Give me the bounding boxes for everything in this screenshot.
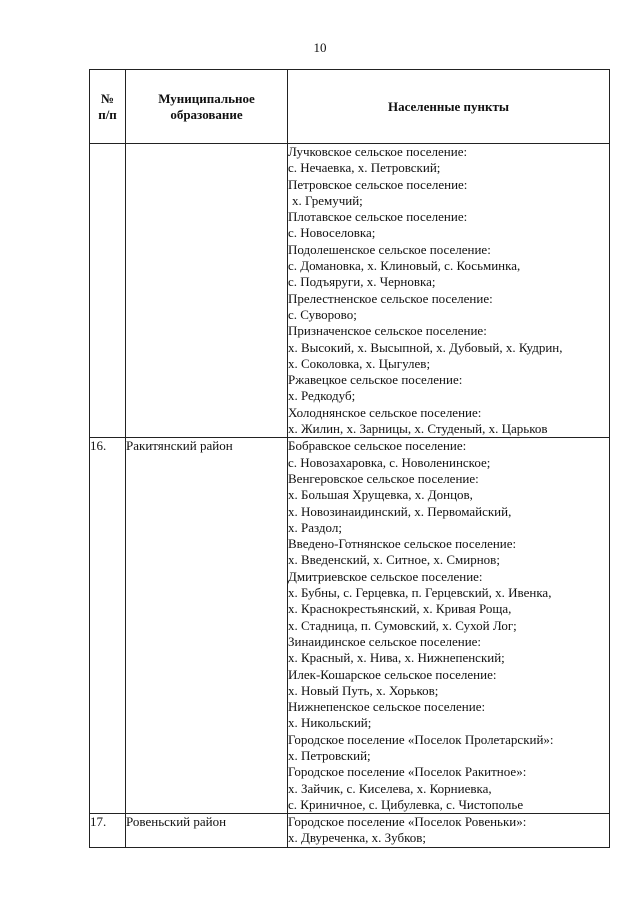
header-settlements: Населенные пункты — [288, 70, 610, 144]
settlement-line: х. Красный, х. Нива, х. Нижнепенский; — [288, 650, 505, 666]
settlement-line: х. Большая Хрущевка, х. Донцов, — [288, 487, 473, 503]
municipality-name: Ровеньский район — [126, 814, 288, 848]
table-row — [90, 144, 610, 438]
settlement-line: х. Новый Путь, х. Хорьков; — [288, 682, 439, 698]
settlement-line: х. Петровский; — [288, 747, 371, 763]
settlement-line: х. Новозинаидинский, х. Первомайский, — [288, 503, 512, 519]
settlement-line: х. Двуреченка, х. Зубков; — [288, 830, 427, 846]
settlements-cell — [288, 438, 610, 814]
settlement-line: х. Высокий, х. Высыпной, х. Дубовый, х. Кудрин, — [288, 339, 563, 355]
header-num-line-2: п/п — [98, 106, 117, 122]
settlement-line: Призначенское сельское поселение: — [288, 323, 487, 339]
settlement-line: Введено-Готнянское сельское поселение: — [288, 536, 517, 552]
municipality-name — [126, 144, 288, 438]
settlement-line: Холоднянское сельское поселение: — [288, 404, 482, 420]
settlement-line: Ржавецкое сельское поселение: — [288, 372, 463, 388]
settlement-line: с. Криничное, с. Цибулевка, с. Чистополье — [288, 796, 524, 812]
header-num-line-1: № — [100, 90, 115, 106]
settlement-line: Зинаидинское сельское поселение: — [288, 633, 482, 649]
settlement-line: с. Новоселовка; — [288, 225, 376, 241]
page-number: 10 — [313, 40, 327, 55]
header-num — [90, 70, 126, 144]
table-row — [90, 814, 610, 848]
settlements-table — [89, 69, 610, 848]
settlement-line: х. Гремучий; — [292, 192, 363, 208]
settlement-line: х. Соколовка, х. Цыгулев; — [288, 355, 431, 371]
table-row — [90, 438, 610, 814]
settlement-line: х. Зайчик, с. Киселева, х. Корниевка, — [288, 780, 492, 796]
settlement-line: с. Домановка, х. Клиновый, с. Косьминка, — [288, 258, 521, 274]
settlement-line: х. Бубны, с. Герцевка, п. Герцевский, х. Ивенка, — [288, 585, 552, 601]
table-header-row — [90, 70, 610, 144]
row-number — [90, 144, 126, 438]
settlement-line: х. Жилин, х. Зарницы, х. Студеный, х. Царьков — [288, 421, 548, 437]
row-number: 17. — [90, 814, 126, 848]
header-municipality-line-2: образование — [170, 106, 243, 122]
settlement-line: с. Суворово; — [288, 306, 357, 322]
settlement-line: х. Раздол; — [288, 519, 342, 535]
settlement-line: х. Краснокрестьянский, х. Кривая Роща, — [288, 601, 512, 617]
settlement-line: х. Введенский, х. Ситное, х. Смирнов; — [288, 552, 500, 568]
header-municipality — [126, 70, 288, 144]
settlement-line: Городское поселение «Поселок Пролетарский»: — [288, 731, 554, 747]
settlement-line: с. Подъяруги, х. Черновка; — [288, 274, 436, 290]
settlement-line: с. Новозахаровка, с. Новоленинское; — [288, 454, 491, 470]
settlement-line: х. Редкодуб; — [288, 388, 356, 404]
settlement-line: Плотавское сельское поселение: — [288, 209, 468, 225]
settlement-line: с. Нечаевка, х. Петровский; — [288, 160, 441, 176]
settlement-line: х. Стадница, п. Сумовский, х. Сухой Лог; — [288, 617, 517, 633]
settlement-line: Лучковское сельское поселение: — [288, 144, 468, 159]
settlement-line: Петровское сельское поселение: — [288, 176, 468, 192]
settlement-line: Нижнепенское сельское поселение: — [288, 699, 486, 715]
header-municipality-line-1: Муниципальное — [158, 90, 255, 106]
settlement-line: Илек-Кошарское сельское поселение: — [288, 666, 497, 682]
settlement-line: Городское поселение «Поселок Ракитное»: — [288, 764, 527, 780]
settlement-line: Венгеровское сельское поселение: — [288, 470, 479, 486]
settlement-line: Городское поселение «Поселок Ровеньки»: — [288, 814, 527, 830]
settlements-cell — [288, 144, 610, 438]
municipality-name: Ракитянский район — [126, 438, 288, 814]
row-number: 16. — [90, 438, 126, 814]
settlement-line: Бобравское сельское поселение: — [288, 438, 467, 454]
settlement-line: Подолешенское сельское поселение: — [288, 241, 491, 257]
settlement-line: х. Никольский; — [288, 715, 372, 731]
settlements-cell — [288, 814, 610, 848]
settlement-line: Дмитриевское сельское поселение: — [288, 568, 483, 584]
settlement-line: Прелестненское сельское поселение: — [288, 290, 493, 306]
